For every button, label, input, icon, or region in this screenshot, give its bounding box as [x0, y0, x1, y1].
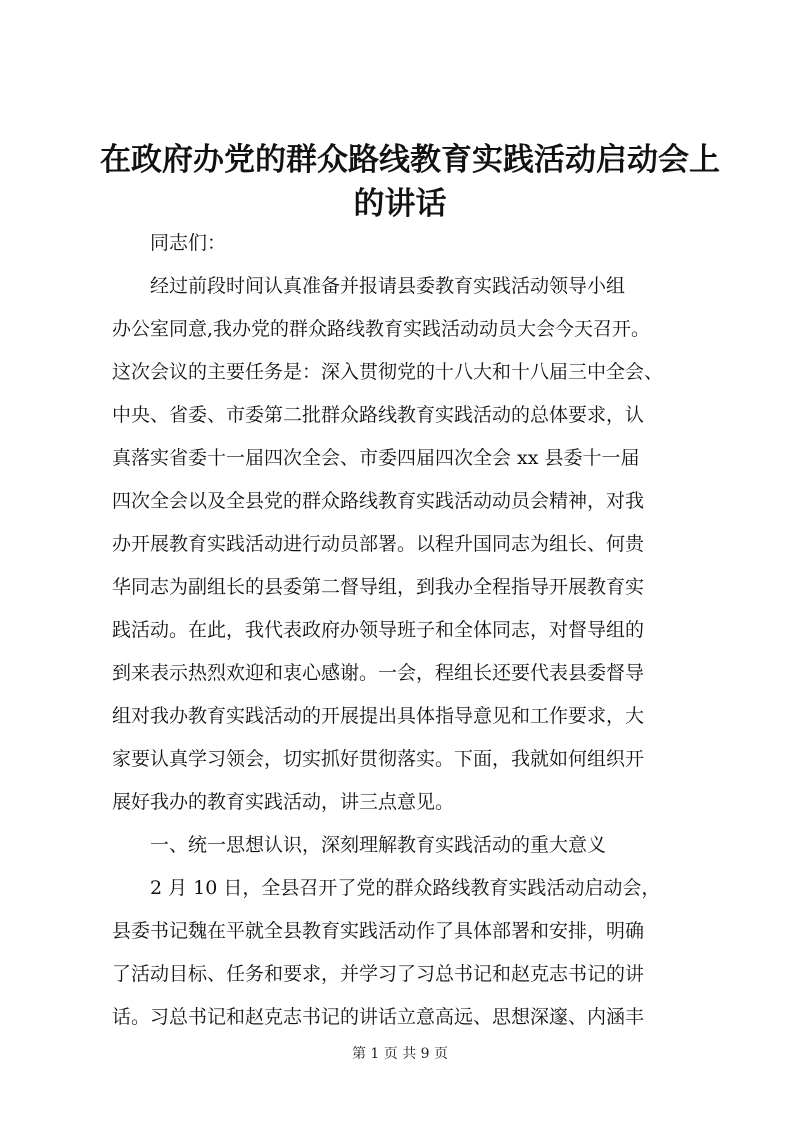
title-line-2: 的讲话 [353, 186, 447, 222]
body-line: 办公室同意,我办党的群众路线教育实践活动动员大会今天召开。 [112, 318, 651, 340]
body-line: 这次会议的主要任务是：深入贯彻党的十八大和十八届三中全会、 [112, 361, 664, 383]
body-line: 家要认真学习领会，切实抓好贯彻落实。下面，我就如何组织开 [112, 748, 645, 770]
body-line: 真落实省委十一届四次全会、市委四届四次全会 xx 县委十一届 [112, 447, 640, 469]
body-line: 话。习总书记和赵克志书记的讲话立意高远、思想深邃、内涵丰 [112, 1006, 645, 1028]
body-line: 践活动。在此，我代表政府办领导班子和全体同志，对督导组的 [112, 619, 645, 641]
body-line: 中央、省委、市委第二批群众路线教育实践活动的总体要求，认 [112, 404, 645, 426]
body-line: 华同志为副组长的县委第二督导组，到我办全程指导开展教育实 [112, 576, 645, 598]
document-body [112, 222, 712, 1039]
body-line: 组对我办教育实践活动的开展提出具体指导意见和工作要求，大 [112, 705, 645, 727]
body-line: 2 月 10 日，全县召开了党的群众路线教育实践活动启动会， [150, 877, 661, 899]
body-line: 展好我办的教育实践活动，讲三点意见。 [112, 791, 455, 813]
title-line-1: 在政府办党的群众路线教育实践活动启动会上 [100, 142, 720, 178]
body-line: 到来表示热烈欢迎和衷心感谢。一会，程组长还要代表县委督导 [112, 662, 645, 684]
body-line: 了活动目标、任务和要求，并学习了习总书记和赵克志书记的讲 [112, 963, 645, 985]
body-line: 四次全会以及全县党的群众路线教育实践活动动员会精神，对我 [112, 490, 645, 512]
section-heading: 一、统一思想认识，深刻理解教育实践活动的重大意义 [150, 834, 607, 856]
salutation: 同志们： [150, 232, 227, 254]
document-title [100, 138, 720, 226]
body-line: 经过前段时间认真准备并报请县委教育实践活动领导小组 [150, 275, 626, 297]
page-number-footer: 第 1 页 共 9 页 [351, 1046, 449, 1062]
body-line: 县委书记魏在平就全县教育实践活动作了具体部署和安排，明确 [112, 920, 645, 942]
body-line: 办开展教育实践活动进行动员部署。以程升国同志为组长、何贵 [112, 533, 645, 555]
